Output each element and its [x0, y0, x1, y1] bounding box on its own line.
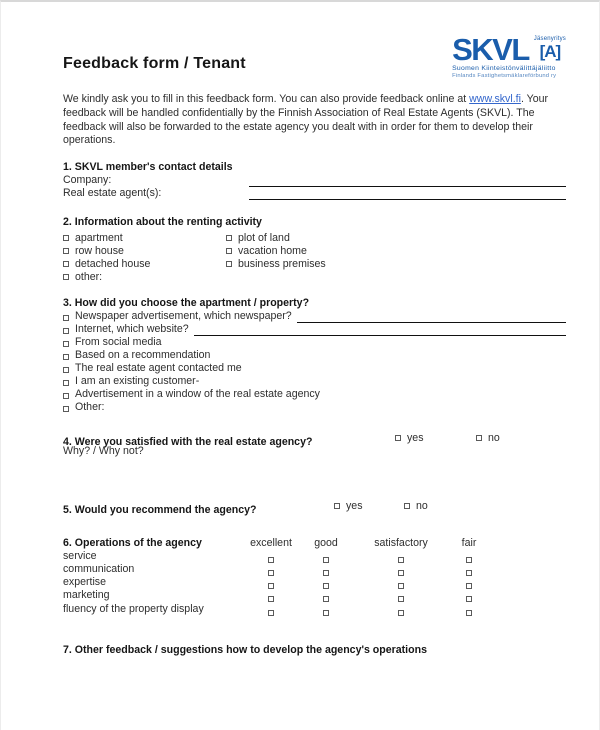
- option-social-media-label: From social media: [75, 335, 162, 348]
- skvl-website-link[interactable]: www.skvl.fi: [469, 93, 521, 106]
- option-existing-customer: [63, 375, 566, 388]
- checkbox-expertise-excellent[interactable]: [268, 583, 274, 589]
- checkbox-marketing-satisfactory[interactable]: [398, 596, 404, 602]
- option-internet: [63, 323, 566, 336]
- section-other-feedback: [63, 644, 566, 657]
- section-3-heading: 3. How did you choose the apartment / property?: [63, 296, 310, 309]
- recommend-no-label: no: [416, 499, 428, 512]
- column-header-excellent: excellent: [250, 536, 292, 549]
- section-5-heading: 5. Would you recommend the agency?: [63, 503, 257, 516]
- section-6-heading: 6. Operations of the agency: [63, 536, 202, 549]
- checkbox-satisfied-no[interactable]: [476, 435, 482, 441]
- website-input-line[interactable]: [194, 325, 566, 336]
- checkbox-internet[interactable]: [63, 328, 69, 334]
- section-renting-activity: [63, 216, 566, 285]
- logo-bracket-a-icon: [A]: [539, 42, 561, 61]
- matrix-row-expertise: [63, 576, 566, 589]
- option-newspaper-label: Newspaper advertisement, which newspaper?: [75, 309, 292, 322]
- checkbox-social-media[interactable]: [63, 341, 69, 347]
- satisfied-yes-option: [395, 432, 424, 444]
- newspaper-input-line[interactable]: [297, 312, 566, 323]
- recommend-yes-option: [334, 500, 363, 512]
- checkbox-recommend-yes[interactable]: [334, 503, 340, 509]
- option-newspaper: [63, 310, 566, 323]
- checkbox-apartment[interactable]: [63, 235, 69, 241]
- checkbox-fluency-fair[interactable]: [466, 610, 472, 616]
- recommend-yes-label: yes: [346, 499, 363, 512]
- option-recommendation-label: Based on a recommendation: [75, 348, 211, 361]
- section-contact-details: [63, 161, 566, 200]
- checkbox-expertise-satisfactory[interactable]: [398, 583, 404, 589]
- logo-subtitle-swedish: Finlands Fastighetsmäklareförbund ry: [452, 72, 557, 79]
- section-operations-matrix: [63, 537, 566, 616]
- row-label-expertise: expertise: [63, 576, 106, 589]
- section-recommend: [63, 499, 566, 516]
- column-header-satisfactory: satisfactory: [374, 536, 428, 549]
- checkbox-marketing-fair[interactable]: [466, 596, 472, 602]
- matrix-row-marketing: [63, 589, 566, 602]
- checkbox-expertise-fair[interactable]: [466, 583, 472, 589]
- checkbox-fluency-satisfactory[interactable]: [398, 610, 404, 616]
- column-header-fair: fair: [461, 536, 477, 549]
- checkbox-newspaper[interactable]: [63, 315, 69, 321]
- section-7-heading: 7. Other feedback / suggestions how to develop the agency's operations: [63, 643, 427, 656]
- checkbox-recommend-no[interactable]: [404, 503, 410, 509]
- checkbox-communication-satisfactory[interactable]: [398, 570, 404, 576]
- checkbox-plot-of-land[interactable]: [226, 235, 232, 241]
- option-vacation-home: [226, 245, 566, 258]
- option-plot-of-land: [226, 232, 566, 245]
- option-window-advertisement: [63, 388, 566, 401]
- section-2-heading: 2. Information about the renting activity: [63, 215, 262, 228]
- matrix-header-row: [63, 537, 566, 550]
- column-header-good: good: [314, 536, 338, 549]
- checkbox-other-choose[interactable]: [63, 406, 69, 412]
- satisfied-no-option: [476, 432, 500, 444]
- header: [63, 32, 566, 79]
- option-recommendation: [63, 349, 566, 362]
- checkbox-communication-excellent[interactable]: [268, 570, 274, 576]
- checkbox-service-fair[interactable]: [466, 557, 472, 563]
- why-why-not-label: Why? / Why not?: [63, 444, 144, 457]
- option-agent-contacted-label: The real estate agent contacted me: [75, 361, 242, 374]
- option-apartment: [63, 232, 226, 245]
- option-apartment-label: apartment: [75, 231, 123, 244]
- matrix-row-communication: [63, 563, 566, 576]
- option-detached-house-label: detached house: [75, 258, 151, 271]
- option-existing-customer-label: I am an existing customer-: [75, 374, 200, 387]
- matrix-row-fluency: [63, 603, 566, 616]
- checkbox-window-advertisement[interactable]: [63, 393, 69, 399]
- option-other-choose-label: Other:: [75, 400, 105, 413]
- section-satisfied: [63, 432, 566, 458]
- option-other-renting: [63, 271, 226, 284]
- company-input-line[interactable]: [249, 176, 566, 187]
- intro-text-before-link: We kindly ask you to fill in this feedback form. You can also provide feedback online at: [63, 93, 470, 106]
- checkbox-marketing-good[interactable]: [323, 596, 329, 602]
- option-other-choose: [63, 401, 566, 414]
- option-social-media: [63, 336, 566, 349]
- company-field-row: [63, 174, 566, 187]
- company-label: Company:: [63, 173, 112, 186]
- intro-paragraph: [63, 93, 566, 147]
- checkbox-service-good[interactable]: [323, 557, 329, 563]
- option-business-premises-label: business premises: [238, 258, 326, 271]
- checkbox-marketing-excellent[interactable]: [268, 596, 274, 602]
- logo-subtitle-finnish: Suomen Kiinteistönvälittäjäliitto: [452, 64, 556, 72]
- checkbox-service-satisfactory[interactable]: [398, 557, 404, 563]
- option-agent-contacted: [63, 362, 566, 375]
- page-title: Feedback form / Tenant: [63, 55, 246, 73]
- row-label-communication: communication: [63, 562, 135, 575]
- option-row-house: [63, 245, 226, 258]
- recommend-no-option: [404, 500, 428, 512]
- section-how-did-you-choose: [63, 297, 566, 414]
- option-other-renting-label: other:: [75, 271, 103, 284]
- checkbox-other-renting[interactable]: [63, 274, 69, 280]
- skvl-logo: [452, 32, 566, 79]
- checkbox-service-excellent[interactable]: [268, 557, 274, 563]
- row-label-service: service: [63, 549, 97, 562]
- checkbox-business-premises[interactable]: [226, 261, 232, 267]
- row-label-marketing: marketing: [63, 589, 110, 602]
- row-label-fluency: fluency of the property display: [63, 602, 204, 615]
- satisfied-no-label: no: [488, 431, 500, 444]
- agent-label: Real estate agent(s):: [63, 186, 162, 199]
- agent-input-line[interactable]: [249, 189, 566, 200]
- satisfied-yes-label: yes: [407, 431, 424, 444]
- checkbox-detached-house[interactable]: [63, 261, 69, 267]
- option-row-house-label: row house: [75, 245, 124, 258]
- option-business-premises: [226, 258, 566, 271]
- checkbox-communication-good[interactable]: [323, 570, 329, 576]
- section-1-heading: 1. SKVL member's contact details: [63, 160, 233, 173]
- option-detached-house: [63, 258, 226, 271]
- option-vacation-home-label: vacation home: [238, 245, 307, 258]
- checkbox-agent-contacted[interactable]: [63, 367, 69, 373]
- section-4-heading: 4. Were you satisfied with the real estate agency?: [63, 435, 313, 448]
- checkbox-fluency-excellent[interactable]: [268, 610, 274, 616]
- skvl-logo-text: SKVL: [452, 32, 529, 67]
- option-plot-of-land-label: plot of land: [238, 231, 290, 244]
- checkbox-row-house[interactable]: [63, 248, 69, 254]
- option-internet-label: Internet, which website?: [75, 322, 189, 335]
- checkbox-fluency-good[interactable]: [323, 610, 329, 616]
- checkbox-communication-fair[interactable]: [466, 570, 472, 576]
- checkbox-satisfied-yes[interactable]: [395, 435, 401, 441]
- checkbox-expertise-good[interactable]: [323, 583, 329, 589]
- agent-field-row: [63, 187, 566, 200]
- checkbox-existing-customer[interactable]: [63, 380, 69, 386]
- logo-member-label: Jäsenyritys: [533, 36, 566, 42]
- intro-text-after-link: . Your feedback will be handled confidentially by the Finnish Association of Real Estate Agents (SKVL). The feedback will also be forwarded to the estate agency you dealt with in order for them to develop their operations.: [63, 93, 549, 147]
- option-window-advertisement-label: Advertisement in a window of the real estate agency: [75, 387, 320, 400]
- matrix-row-service: [63, 550, 566, 563]
- checkbox-vacation-home[interactable]: [226, 248, 232, 254]
- checkbox-recommendation[interactable]: [63, 354, 69, 360]
